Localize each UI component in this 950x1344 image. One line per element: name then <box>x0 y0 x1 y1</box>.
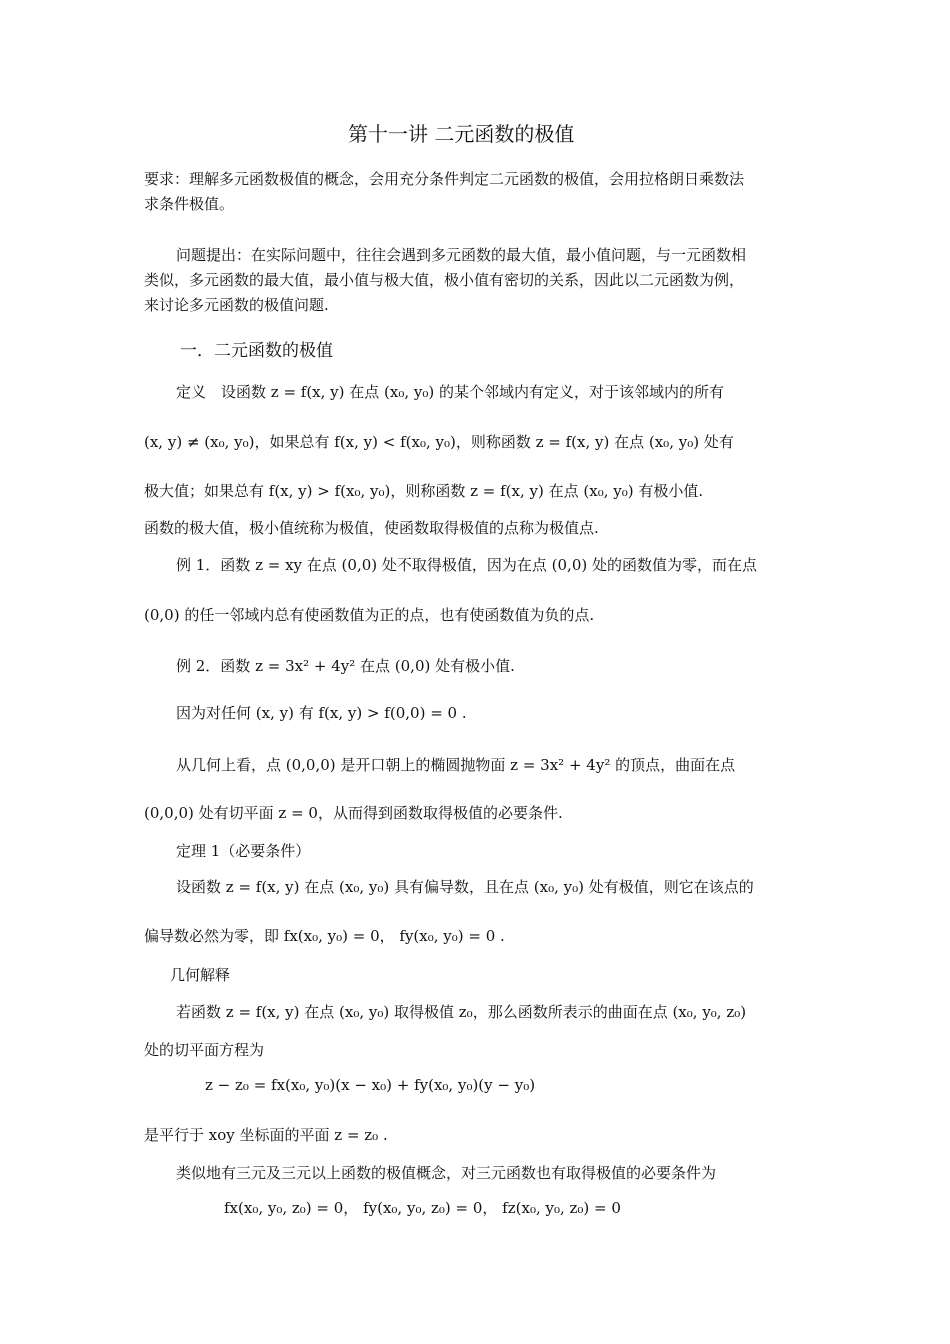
definition-line-1: 定义 设函数 z = f(x, y) 在点 (x₀, y₀) 的某个邻域内有定义，对于该邻域内的所有 <box>176 383 725 401</box>
intro-line-2: 类似，多元函数的最大值，最小值与极大值，极小值有密切的关系，因此以二元函数为例， <box>144 271 745 289</box>
intro-line-3: 来讨论多元函数的极值问题. <box>144 296 329 314</box>
example-2-line-1: 例 2．函数 z = 3x² + 4y² 在点 (0,0) 处有极小值. <box>176 657 515 675</box>
three-variable-line: 类似地有三元及三元以上函数的极值概念，对三元函数也有取得极值的必要条件为 <box>176 1164 717 1182</box>
tangent-plane-equation: z − z₀ = fx(x₀, y₀)(x − x₀) + fy(x₀, y₀)(y − y₀) <box>205 1076 536 1094</box>
definition-line-2: (x, y) ≠ (x₀, y₀)，如果总有 f(x, y) < f(x₀, y₀)，则称函数 z = f(x, y) 在点 (x₀, y₀) 处有 <box>144 433 734 451</box>
geometric-explanation-line-1: 若函数 z = f(x, y) 在点 (x₀, y₀) 取得极值 z₀，那么函数所表示的曲面在点 (x₀, y₀, z₀) <box>176 1003 747 1021</box>
definition-line-4: 函数的极大值，极小值统称为极值，使函数取得极值的点称为极值点. <box>144 519 599 537</box>
example-2-line-2: 因为对任何 (x, y) 有 f(x, y) > f(0,0) = 0 . <box>176 704 467 722</box>
geometry-line-2: (0,0,0) 处有切平面 z = 0，从而得到函数取得极值的必要条件. <box>144 804 563 822</box>
theorem-1-heading: 定理 1（必要条件） <box>176 842 311 860</box>
geometric-explanation-heading: 几何解释 <box>170 966 231 984</box>
definition-line-3: 极大值；如果总有 f(x, y) > f(x₀, y₀)，则称函数 z = f(x, y) 在点 (x₀, y₀) 有极小值. <box>144 482 704 500</box>
page-title: 第十一讲 二元函数的极值 <box>348 122 575 146</box>
intro-line-1: 问题提出：在实际问题中，往往会遇到多元函数的最大值，最小值问题，与一元函数相 <box>176 246 747 264</box>
example-1-line-1: 例 1．函数 z = xy 在点 (0,0) 处不取得极值，因为在点 (0,0) 处的函数值为零，而在点 <box>176 556 757 574</box>
requirements-line-1: 要求：理解多元函数极值的概念，会用充分条件判定二元函数的极值，会用拉格朗日乘数法 <box>144 170 745 188</box>
geometric-explanation-line-3: 是平行于 xoy 坐标面的平面 z = z₀ . <box>144 1126 388 1144</box>
example-1-line-2: (0,0) 的任一邻域内总有使函数值为正的点，也有使函数值为负的点. <box>144 606 595 624</box>
geometric-explanation-line-2: 处的切平面方程为 <box>144 1041 265 1059</box>
geometry-line-1: 从几何上看，点 (0,0,0) 是开口朝上的椭圆抛物面 z = 3x² + 4y² 的顶点，曲面在点 <box>176 756 736 774</box>
section-heading: 一．二元函数的极值 <box>180 341 333 361</box>
three-variable-conditions: fx(x₀, y₀, z₀) = 0， fy(x₀, y₀, z₀) = 0， fz(x₀, y₀, z₀) = 0 <box>224 1199 621 1217</box>
theorem-1-line-1: 设函数 z = f(x, y) 在点 (x₀, y₀) 具有偏导数，且在点 (x₀, y₀) 处有极值，则它在该点的 <box>176 878 754 896</box>
theorem-1-line-2: 偏导数必然为零，即 fx(x₀, y₀) = 0， fy(x₀, y₀) = 0 . <box>144 927 505 945</box>
requirements-line-2: 求条件极值。 <box>144 195 235 213</box>
